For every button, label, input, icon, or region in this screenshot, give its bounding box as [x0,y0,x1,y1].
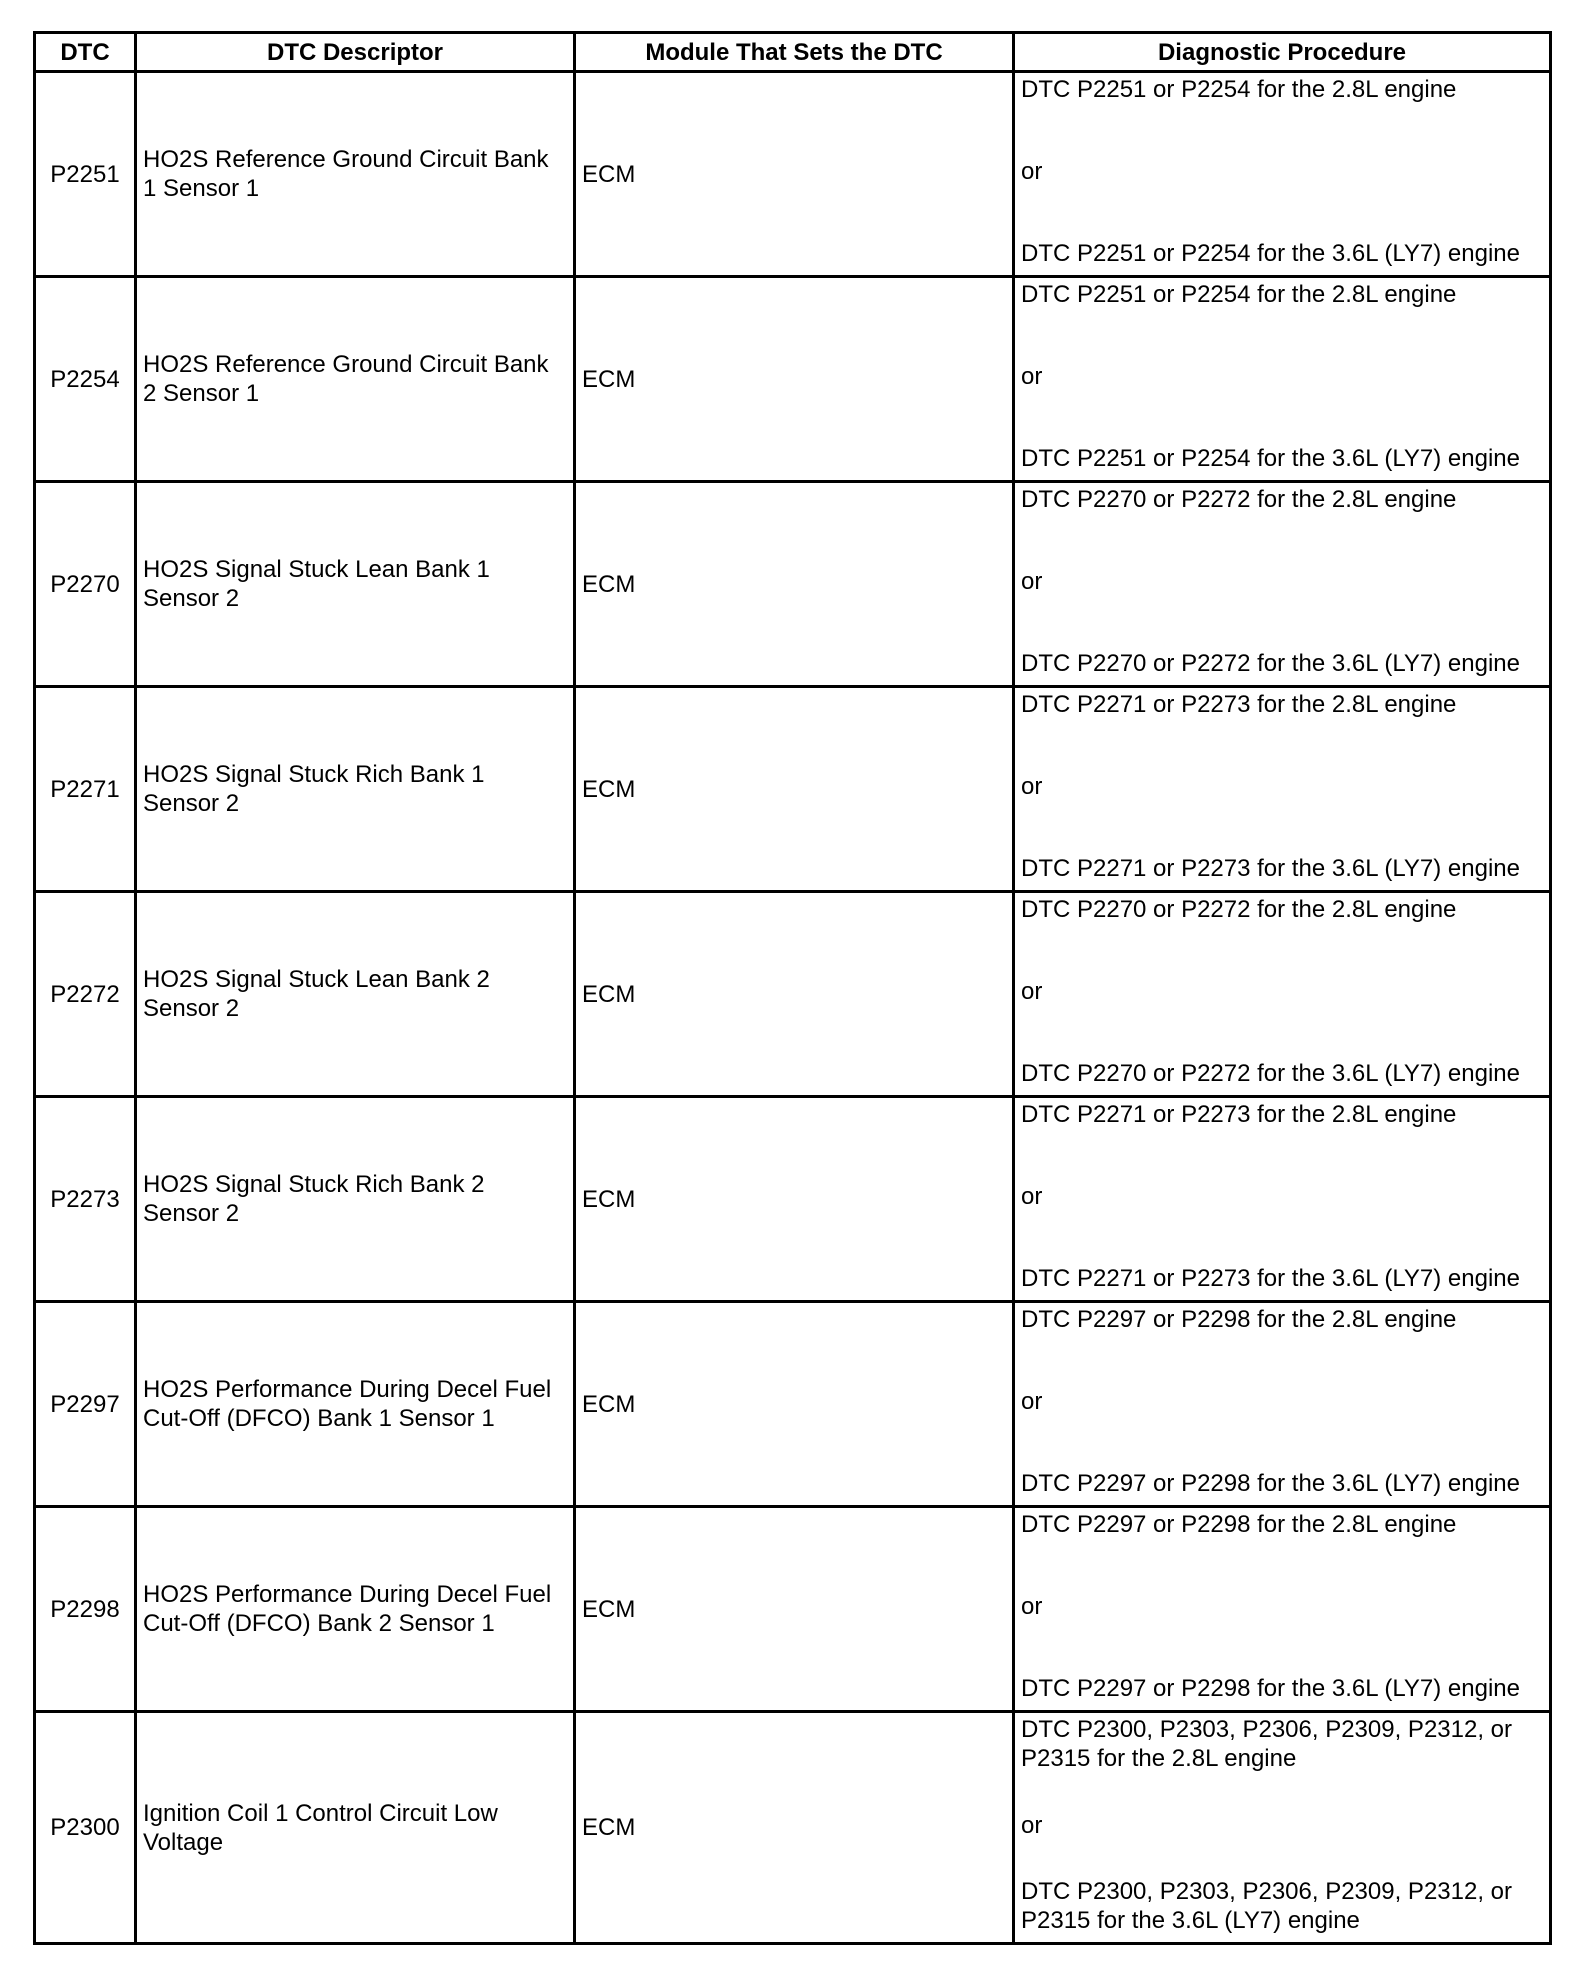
procedure-or: or [1021,978,1043,1005]
dtc-descriptor: HO2S Performance During Decel Fuel Cut-Off (DFCO) Bank 1 Sensor 1 [136,1302,575,1507]
dtc-code: P2300 [35,1712,136,1944]
diagnostic-procedure [1014,1097,1551,1302]
procedure-or: or [1021,158,1043,185]
dtc-descriptor: HO2S Performance During Decel Fuel Cut-Off (DFCO) Bank 2 Sensor 1 [136,1507,575,1712]
procedure-link-3-6l[interactable]: DTC P2271 or P2273 for the 3.6L (LY7) engine [1021,855,1520,882]
table-row [35,1097,1551,1302]
procedure-or: or [1021,1183,1043,1210]
table-row [35,1712,1551,1944]
module: ECM [575,687,1014,892]
procedure-link-2-8l[interactable]: DTC P2297 or P2298 for the 2.8L engine [1021,1306,1457,1333]
diagnostic-procedure [1014,1507,1551,1712]
procedure-link-2-8l[interactable]: DTC P2300, P2303, P2306, P2309, P2312, or P2315 for the 2.8L engine [1021,1716,1513,1772]
header-module: Module That Sets the DTC [575,33,1014,72]
procedure-link-2-8l[interactable]: DTC P2251 or P2254 for the 2.8L engine [1021,76,1457,103]
dtc-code: P2298 [35,1507,136,1712]
header-dtc: DTC [35,33,136,72]
module: ECM [575,482,1014,687]
diagnostic-procedure [1014,892,1551,1097]
diagnostic-procedure [1014,482,1551,687]
procedure-or: or [1021,1811,1043,1839]
diagnostic-procedure [1014,1302,1551,1507]
procedure-or: or [1021,363,1043,390]
procedure-or: or [1021,568,1043,595]
dtc-code: P2254 [35,277,136,482]
table-row [35,892,1551,1097]
module: ECM [575,1507,1014,1712]
module: ECM [575,1712,1014,1944]
header-dtc-descriptor: DTC Descriptor [136,33,575,72]
procedure-link-3-6l[interactable]: DTC P2297 or P2298 for the 3.6L (LY7) engine [1021,1470,1520,1497]
table-row [35,1507,1551,1712]
procedure-link-2-8l[interactable]: DTC P2251 or P2254 for the 2.8L engine [1021,281,1457,308]
procedure-link-2-8l[interactable]: DTC P2297 or P2298 for the 2.8L engine [1021,1511,1457,1538]
dtc-descriptor: HO2S Reference Ground Circuit Bank 1 Sensor 1 [136,72,575,277]
dtc-descriptor: HO2S Signal Stuck Lean Bank 2 Sensor 2 [136,892,575,1097]
dtc-descriptor: HO2S Signal Stuck Rich Bank 2 Sensor 2 [136,1097,575,1302]
module: ECM [575,892,1014,1097]
procedure-link-3-6l[interactable]: DTC P2270 or P2272 for the 3.6L (LY7) engine [1021,650,1520,677]
procedure-link-2-8l[interactable]: DTC P2270 or P2272 for the 2.8L engine [1021,896,1457,923]
table-header-row [35,33,1551,72]
procedure-or: or [1021,773,1043,800]
procedure-link-3-6l[interactable]: DTC P2251 or P2254 for the 3.6L (LY7) engine [1021,240,1520,267]
procedure-or: or [1021,1388,1043,1415]
dtc-code: P2270 [35,482,136,687]
dtc-descriptor: HO2S Signal Stuck Rich Bank 1 Sensor 2 [136,687,575,892]
table-row [35,277,1551,482]
procedure-link-3-6l[interactable]: DTC P2271 or P2273 for the 3.6L (LY7) engine [1021,1265,1520,1292]
module: ECM [575,1302,1014,1507]
procedure-link-2-8l[interactable]: DTC P2270 or P2272 for the 2.8L engine [1021,486,1457,513]
module: ECM [575,72,1014,277]
procedure-or: or [1021,1593,1043,1620]
dtc-descriptor: Ignition Coil 1 Control Circuit Low Voltage [136,1712,575,1944]
diagnostic-procedure [1014,687,1551,892]
dtc-code: P2273 [35,1097,136,1302]
procedure-link-3-6l[interactable]: DTC P2270 or P2272 for the 3.6L (LY7) engine [1021,1060,1520,1087]
header-diagnostic-procedure: Diagnostic Procedure [1014,33,1551,72]
dtc-code: P2271 [35,687,136,892]
procedure-link-2-8l[interactable]: DTC P2271 or P2273 for the 2.8L engine [1021,1101,1457,1128]
dtc-code: P2272 [35,892,136,1097]
table-row [35,687,1551,892]
table-row [35,482,1551,687]
dtc-code: P2297 [35,1302,136,1507]
diagnostic-procedure [1014,277,1551,482]
dtc-descriptor: HO2S Reference Ground Circuit Bank 2 Sensor 1 [136,277,575,482]
module: ECM [575,277,1014,482]
dtc-descriptor: HO2S Signal Stuck Lean Bank 1 Sensor 2 [136,482,575,687]
table-row [35,72,1551,277]
procedure-link-3-6l[interactable]: DTC P2251 or P2254 for the 3.6L (LY7) engine [1021,445,1520,472]
module: ECM [575,1097,1014,1302]
procedure-link-3-6l[interactable]: DTC P2300, P2303, P2306, P2309, P2312, or P2315 for the 3.6L (LY7) engine [1021,1878,1513,1934]
table-row [35,1302,1551,1507]
diagnostic-procedure [1014,1712,1551,1944]
procedure-link-2-8l[interactable]: DTC P2271 or P2273 for the 2.8L engine [1021,691,1457,718]
procedure-link-3-6l[interactable]: DTC P2297 or P2298 for the 3.6L (LY7) engine [1021,1675,1520,1702]
diagnostic-procedure [1014,72,1551,277]
dtc-code: P2251 [35,72,136,277]
dtc-table [33,31,1552,1945]
